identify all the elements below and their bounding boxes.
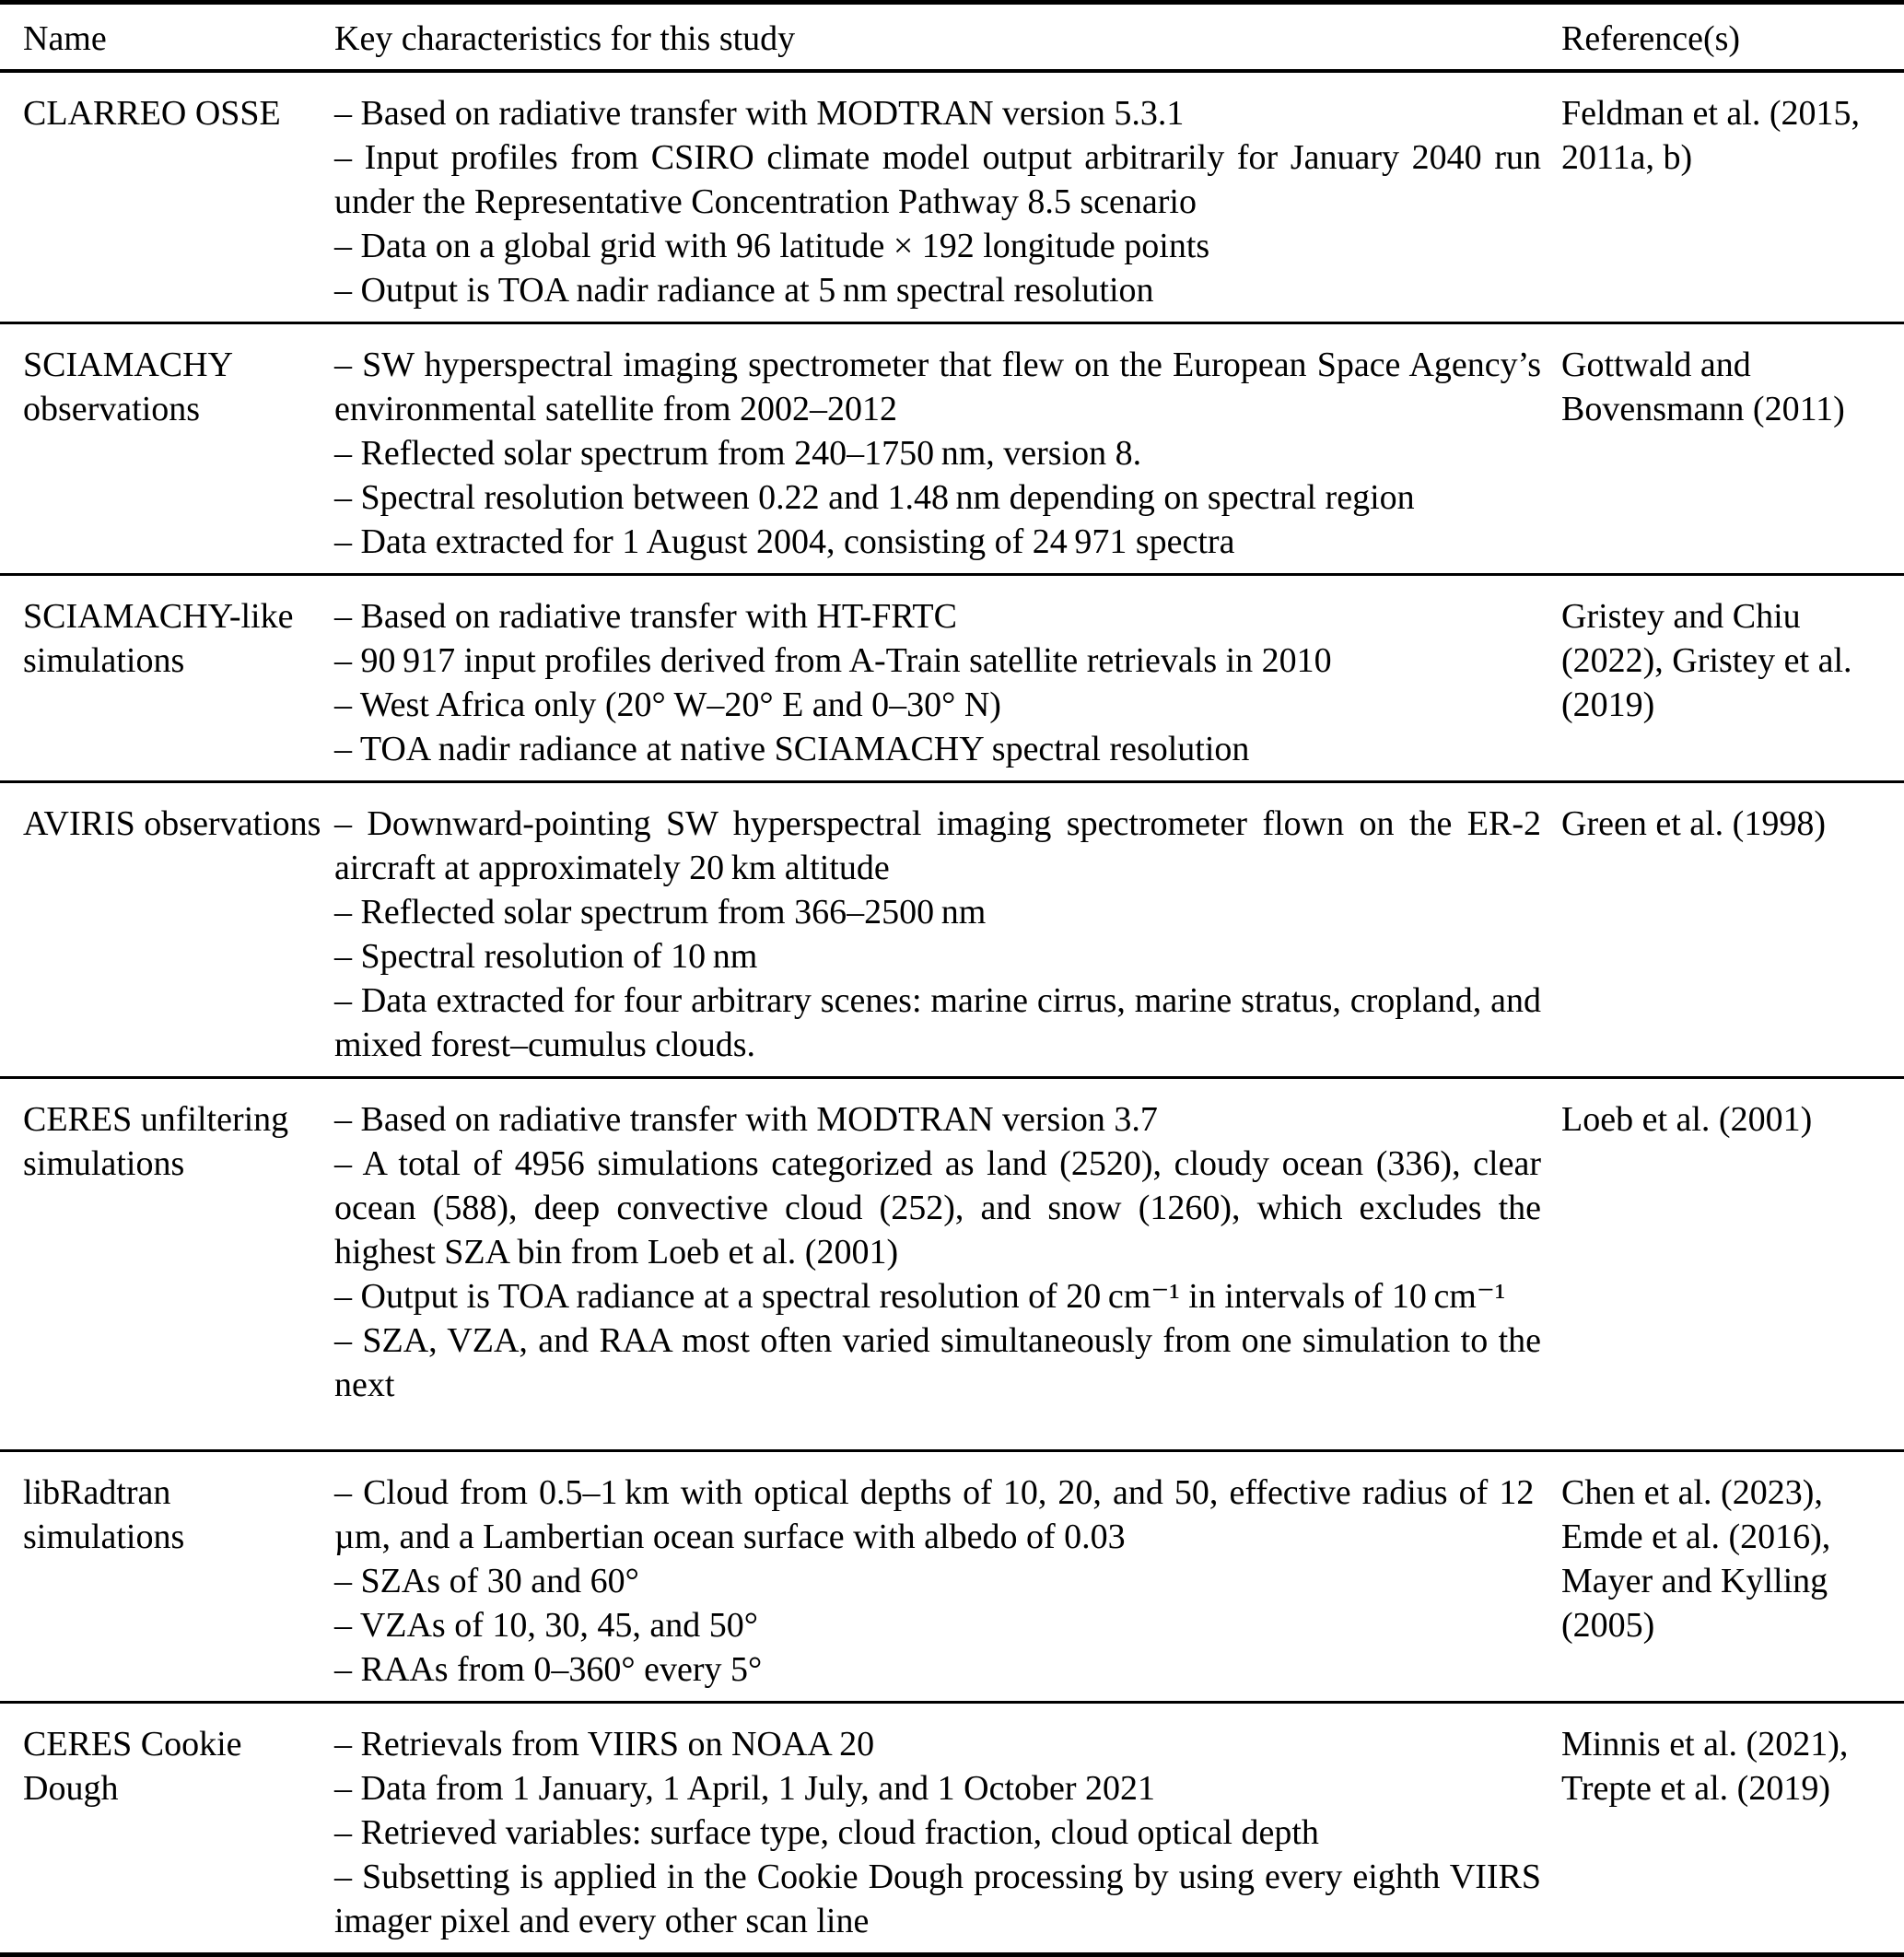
- row-characteristics: [334, 802, 1561, 1067]
- row-name: CERES unfiltering simulations: [23, 1100, 289, 1183]
- characteristic-item: – Spectral resolution of 10 nm: [334, 937, 758, 976]
- table-row: [0, 73, 1904, 322]
- characteristic-item: – Downward-pointing SW hyperspectral imaging spectrometer flown on the ER-2 aircraft at approximately 20 km altitude: [334, 804, 1541, 887]
- characteristic-item: – SZA, VZA, and RAA most often varied simultaneously from one simulation to the next: [334, 1321, 1541, 1404]
- characteristic-item: – Reflected solar spectrum from 366–2500 nm: [334, 893, 987, 932]
- table-row: [0, 783, 1904, 1076]
- row-characteristics: [334, 1097, 1561, 1407]
- row-name: SCIAMACHY observations: [23, 346, 232, 428]
- characteristic-item: – Based on radiative transfer with MODTRAN version 5.3.1: [334, 94, 1185, 133]
- table-bottom-rule: [0, 1952, 1904, 1957]
- characteristic-item: – Data extracted for four arbitrary scenes: marine cirrus, marine stratus, cropland, and mixed forest–cumulus clouds.: [334, 981, 1541, 1064]
- row-references: Chen et al. (2023), Emde et al. (2016), Mayer and Kylling (2005): [1561, 1473, 1831, 1645]
- characteristic-item: – Based on radiative transfer with MODTRAN version 3.7: [334, 1100, 1158, 1139]
- column-header-references: Reference(s): [1561, 19, 1741, 58]
- row-characteristics: [334, 91, 1561, 312]
- table-header-row: [0, 5, 1904, 69]
- characteristic-item: – Retrieved variables: surface type, cloud fraction, cloud optical depth: [334, 1813, 1319, 1852]
- characteristic-item: – Reflected solar spectrum from 240–1750 nm, version 8.: [334, 434, 1142, 473]
- characteristic-item: – Cloud from 0.5–1 km with optical depths of 10, 20, and 50, effective radius of 12 µm, and a Lambertian ocean surface with albedo of 0.03: [334, 1473, 1541, 1556]
- table-body: [0, 73, 1904, 1952]
- table-row: [0, 576, 1904, 780]
- row-name: SCIAMACHY-like simulations: [23, 597, 294, 680]
- table-row: [0, 324, 1904, 573]
- characteristic-item: – Spectral resolution between 0.22 and 1.48 nm depending on spectral region: [334, 478, 1415, 517]
- characteristic-item: – Subsetting is applied in the Cookie Dough processing by using every eighth VIIRS imager pixel and every other scan line: [334, 1857, 1541, 1940]
- row-references: Minnis et al. (2021), Trepte et al. (2019): [1561, 1725, 1849, 1808]
- characteristic-item: – TOA nadir radiance at native SCIAMACHY spectral resolution: [334, 730, 1250, 768]
- row-name: CERES Cookie Dough: [23, 1725, 242, 1808]
- row-name: AVIRIS observations: [23, 804, 321, 843]
- table-row: [0, 1452, 1904, 1701]
- characteristic-item: – SZAs of 30 and 60°: [334, 1562, 639, 1600]
- characteristic-item: – Output is TOA nadir radiance at 5 nm spectral resolution: [334, 271, 1154, 310]
- row-characteristics: [334, 1722, 1561, 1943]
- characteristic-item: – Retrievals from VIIRS on NOAA 20: [334, 1725, 875, 1764]
- column-header-name: Name: [23, 19, 107, 58]
- characteristic-item: – Input profiles from CSIRO climate model output arbitrarily for January 2040 run under the Representative Concentration Pathway 8.5 scenario: [334, 138, 1541, 221]
- row-name: libRadtran simulations: [23, 1473, 185, 1556]
- row-references: Green et al. (1998): [1561, 804, 1826, 843]
- characteristic-item: – A total of 4956 simulations categorized as land (2520), cloudy ocean (336), clear ocean (588), deep convective cloud (252), and snow (1260), which excludes the highest SZA bin from Loeb et al. (2001): [334, 1144, 1541, 1271]
- characteristic-item: – Data extracted for 1 August 2004, consisting of 24 971 spectra: [334, 522, 1235, 561]
- row-characteristics: [334, 343, 1561, 564]
- characteristic-item: – SW hyperspectral imaging spectrometer that flew on the European Space Agency’s environmental satellite from 2002–2012: [334, 346, 1541, 428]
- table-row: [0, 1704, 1904, 1952]
- characteristic-item: – Based on radiative transfer with HT-FRTC: [334, 597, 957, 636]
- characteristic-item: – RAAs from 0–360° every 5°: [334, 1650, 763, 1689]
- row-characteristics: [334, 1471, 1561, 1692]
- characteristic-item: – West Africa only (20° W–20° E and 0–30° N): [334, 686, 1001, 724]
- characteristic-item: – 90 917 input profiles derived from A-Train satellite retrievals in 2010: [334, 641, 1332, 680]
- row-references: Feldman et al. (2015, 2011a, b): [1561, 94, 1860, 177]
- row-characteristics: [334, 594, 1561, 771]
- row-name: CLARREO OSSE: [23, 94, 281, 133]
- table-row: [0, 1079, 1904, 1449]
- characteristic-item: – VZAs of 10, 30, 45, and 50°: [334, 1606, 758, 1645]
- characteristic-item: – Data from 1 January, 1 April, 1 July, and 1 October 2021: [334, 1769, 1156, 1808]
- row-references: Loeb et al. (2001): [1561, 1100, 1813, 1139]
- row-references: Gottwald and Bovensmann (2011): [1561, 346, 1845, 428]
- row-references: Gristey and Chiu (2022), Gristey et al. (2019): [1561, 597, 1852, 724]
- characteristic-item: – Output is TOA radiance at a spectral resolution of 20 cm⁻¹ in intervals of 10 cm⁻¹: [334, 1277, 1506, 1316]
- characteristic-item: – Data on a global grid with 96 latitude × 192 longitude points: [334, 227, 1210, 265]
- column-header-key-characteristics: Key characteristics for this study: [334, 19, 796, 58]
